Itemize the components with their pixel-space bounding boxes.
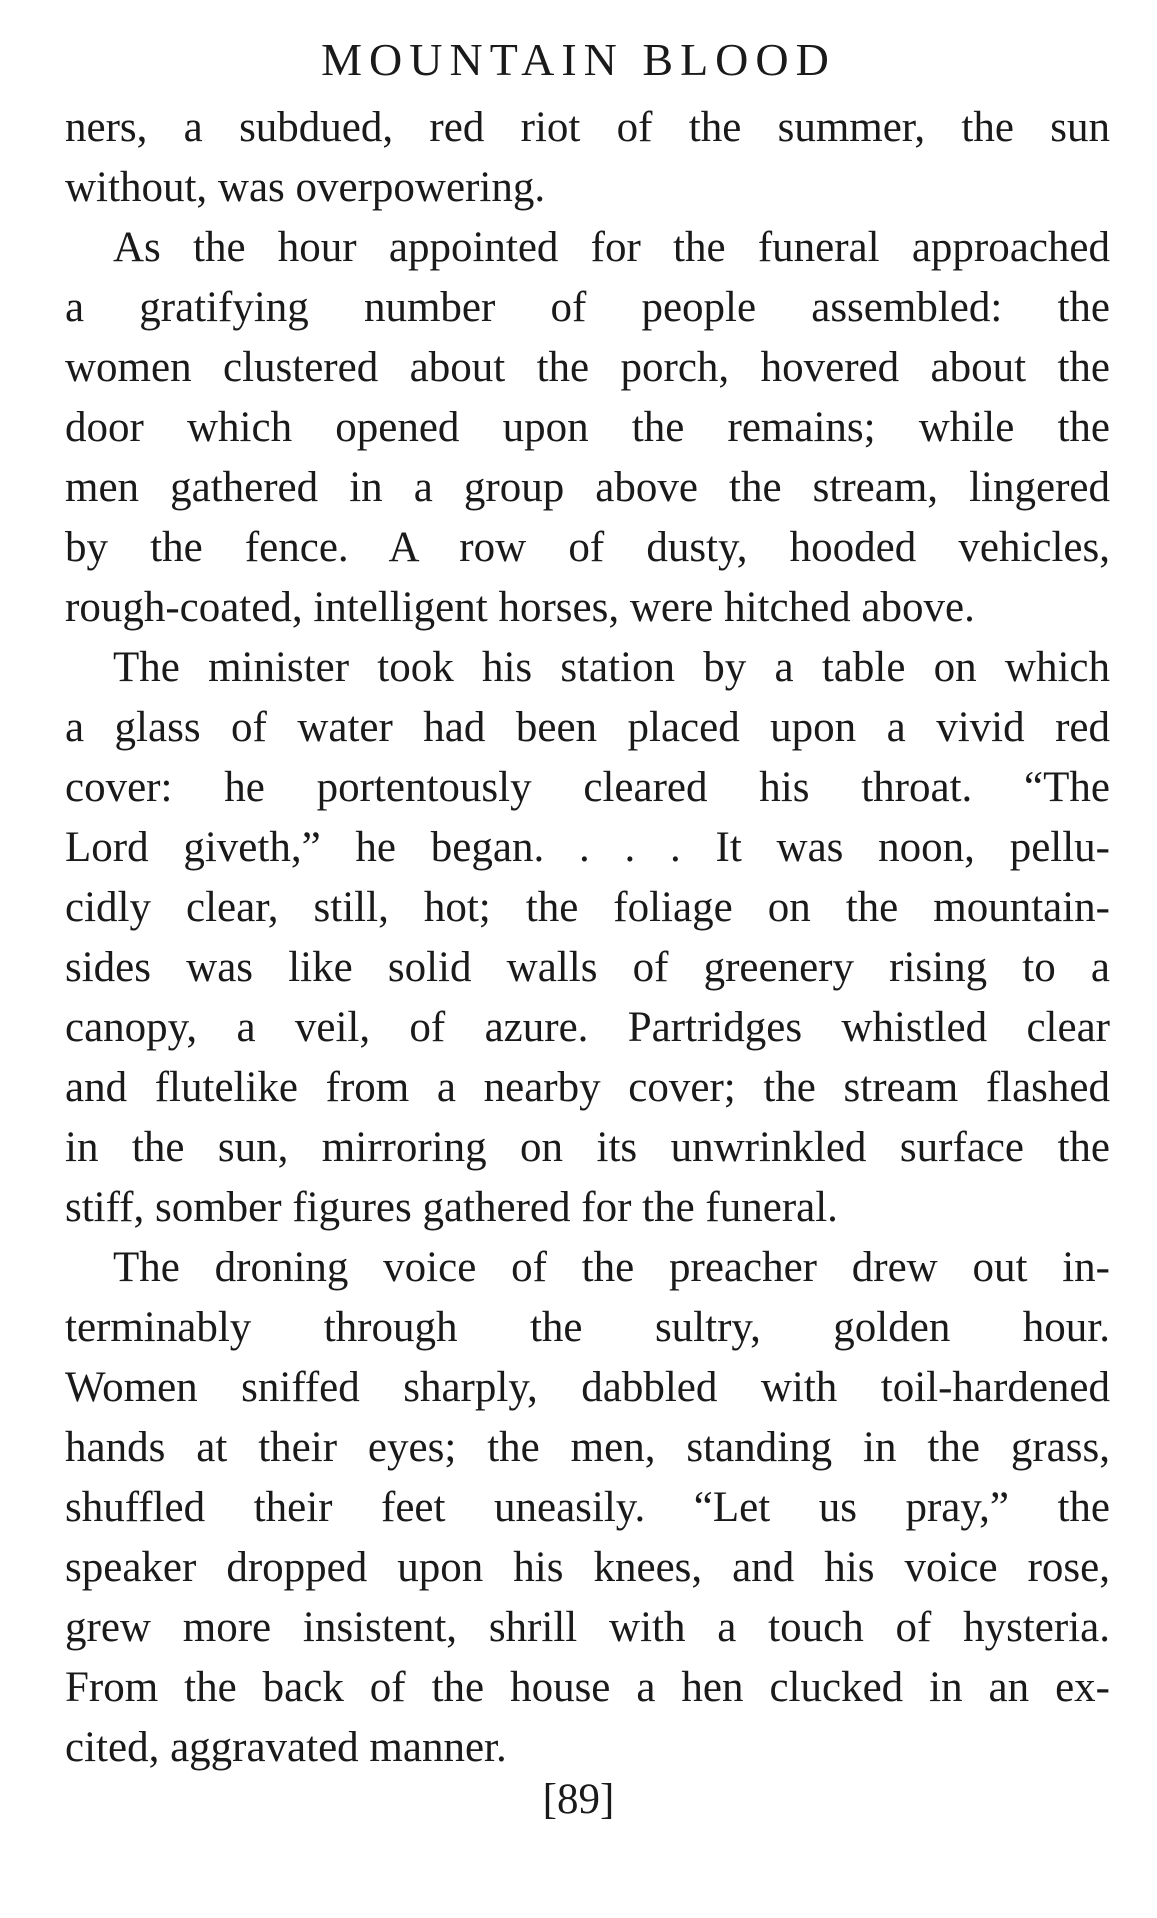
text-line: grew more insistent, shrill with a touch of hysteria. [65,1604,1110,1651]
text-line: a glass of water had been placed upon a vivid red [65,704,1110,751]
text-line: sides was like solid walls of greenery rising to a [65,944,1110,991]
text-line: canopy, a veil, of azure. Partridges whistled clear [65,1004,1110,1051]
text-line: speaker dropped upon his knees, and his voice rose, [65,1544,1110,1591]
page-number: [89] [542,1776,615,1823]
text-line: The minister took his station by a table on which [113,644,1110,691]
paragraph-1 [65,98,1110,218]
text-line: women clustered about the porch, hovered about the [65,344,1110,391]
text-line: As the hour appointed for the funeral approached [113,224,1110,271]
text-line: The droning voice of the preacher drew out in- [113,1244,1110,1291]
text-line: rough-coated, intelligent horses, were hitched above. [65,584,975,631]
body-text [65,98,1110,1778]
running-head: MOUNTAIN BLOOD [321,34,836,85]
text-line: a gratifying number of people assembled: the [65,284,1110,331]
text-line: and flutelike from a nearby cover; the stream flashed [65,1064,1110,1111]
text-line: cover: he portentously cleared his throat. “The [65,764,1110,811]
text-line: Women sniffed sharply, dabbled with toil-hardened [65,1364,1110,1411]
text-line: hands at their eyes; the men, standing in the grass, [65,1424,1110,1471]
text-line: ners, a subdued, red riot of the summer, the sun [65,104,1110,151]
text-line: by the fence. A row of dusty, hooded vehicles, [65,524,1110,571]
text-line: in the sun, mirroring on its unwrinkled surface the [65,1124,1110,1171]
text-line: terminably through the sultry, golden hour. [65,1304,1110,1351]
text-line: without, was overpowering. [65,164,546,211]
text-line: door which opened upon the remains; while the [65,404,1110,451]
text-line: stiff, somber figures gathered for the funeral. [65,1184,838,1231]
text-line: From the back of the house a hen clucked in an ex- [65,1664,1110,1711]
text-line: men gathered in a group above the stream, lingered [65,464,1110,511]
text-line: shuffled their feet uneasily. “Let us pray,” the [65,1484,1110,1531]
text-line: cidly clear, still, hot; the foliage on the mountain- [65,884,1110,931]
text-line: Lord giveth,” he began. . . . It was noon, pellu- [65,824,1110,871]
paragraph-4 [65,1238,1110,1778]
paragraph-3 [65,638,1110,1238]
paragraph-2 [65,218,1110,638]
text-line: cited, aggravated manner. [65,1724,507,1771]
